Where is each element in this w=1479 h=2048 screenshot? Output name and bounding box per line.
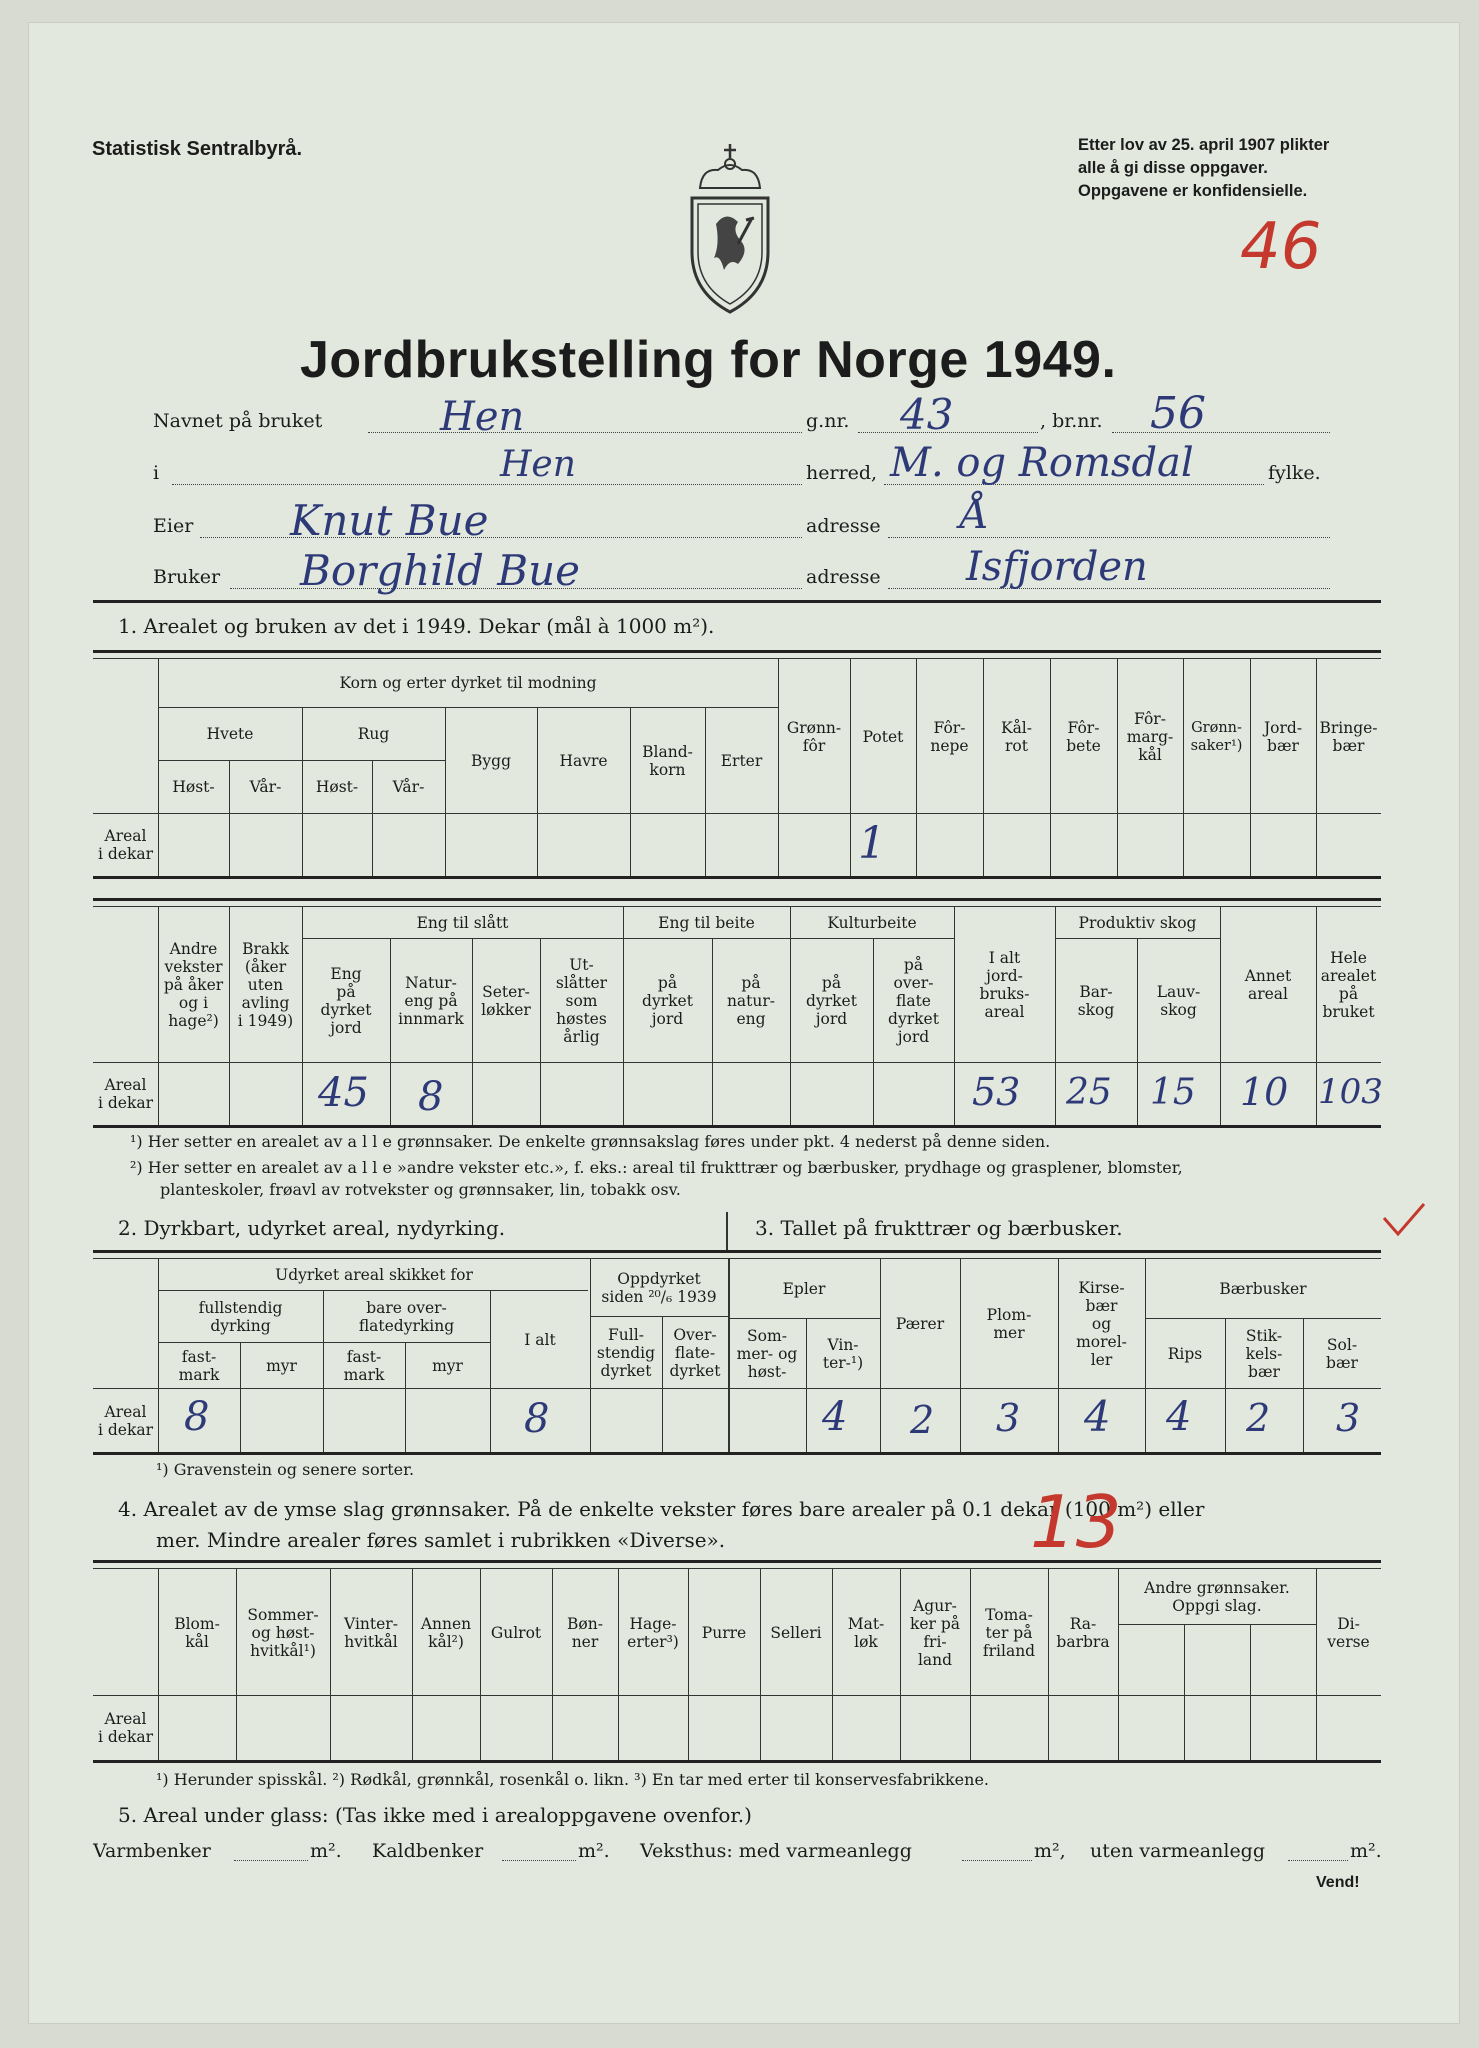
t3-solbaer: Sol- bær (1326, 1335, 1358, 1372)
t4-hageerter: Hage- erter³) (627, 1614, 679, 1651)
t2-natureng: Natur- eng på innmark (398, 973, 464, 1028)
t4-vinterkal: Vinter- hvitkål (344, 1614, 398, 1651)
t4-sommerkal: Sommer- og høst- hvitkål¹) (247, 1605, 319, 1660)
user-label: Bruker (153, 566, 221, 588)
gnr-value: 43 (900, 390, 954, 439)
t2-kb-dyrket: på dyrket jord (806, 973, 857, 1028)
t3-row-label: Areal i dekar (97, 1402, 154, 1439)
kaldbenker-label: Kaldbenker (372, 1840, 484, 1862)
law-notice (1078, 134, 1329, 203)
footnote-gravenstein: ¹) Gravenstein og senere sorter. (156, 1460, 415, 1479)
t4-andre-line (1118, 1624, 1316, 1625)
veksthus-unit: m², (1034, 1840, 1066, 1862)
t3-top-border-2 (93, 1258, 1381, 1259)
brnr-label: , br.nr. (1040, 410, 1103, 432)
t4-gulrot: Gulrot (490, 1623, 542, 1642)
t1-top-border (93, 650, 1381, 653)
uten-line (1288, 1860, 1348, 1861)
t3-kirsebaer-value: 4 (1084, 1392, 1111, 1441)
form-number: 46 (1240, 210, 1322, 284)
t4-blomkal: Blom- kål (174, 1614, 220, 1651)
section5-title: 5. Areal under glass: (Tas ikke med i arealoppgavene ovenfor.) (118, 1803, 752, 1827)
t2-top-border (93, 898, 1381, 901)
t3-myr-1: myr (266, 1356, 297, 1375)
t4-top-border (93, 1560, 1381, 1563)
t3-udyrket: Udyrket areal skikket for (275, 1266, 473, 1284)
t3-fullstendig: fullstendig dyrking (198, 1298, 283, 1335)
section4-title-2: mer. Mindre arealer føres samlet i rubrikken «Diverse». (156, 1528, 726, 1552)
t1-rug-host: Høst- (315, 778, 359, 796)
section3-title: 3. Tallet på frukttrær og bærbusker. (755, 1216, 1123, 1240)
t1-forbete: Fôr- bete (1066, 718, 1101, 755)
t2-row-label: Areal i dekar (97, 1076, 154, 1112)
t4-annenkal: Annen kål²) (420, 1614, 472, 1651)
t1-blandkorn: Bland- korn (642, 742, 693, 779)
t2-lauvskog-value: 15 (1150, 1072, 1196, 1113)
owner-value: Knut Bue (290, 496, 489, 545)
org-name: Statistisk Sentralbyrå. (92, 138, 303, 160)
t3-stikkelsbaer: Stik- kels- bær (1245, 1326, 1283, 1381)
t3-bottom-border (93, 1452, 1381, 1455)
t2-kb-overflate: på over- flate dyrket jord (888, 955, 939, 1046)
t3-stikkelsbaer-value: 2 (1246, 1396, 1271, 1440)
user-value: Borghild Bue (300, 546, 581, 595)
t4-v15 (1184, 1624, 1185, 1760)
t4-top-border-2 (93, 1568, 1381, 1569)
t3-overflate-dyrket: Over- flate- dyrket (669, 1325, 721, 1380)
t2-lauvskog: Lauv- skog (1156, 982, 1201, 1019)
kaldbenker-line (502, 1860, 576, 1861)
t2-annet: Annet areal (1244, 967, 1292, 1003)
t1-bygg: Bygg (471, 751, 511, 770)
law-line-2: alle å gi disse oppgaver. (1078, 159, 1268, 177)
kaldbenker-unit: m². (578, 1840, 610, 1862)
owner-label: Eier (153, 515, 194, 537)
t2-barskog-value: 25 (1066, 1072, 1112, 1113)
form-title: Jordbrukstelling for Norge 1949. (300, 331, 1117, 389)
in-value: Hen (500, 444, 576, 485)
t2-header-bottom (93, 1062, 1381, 1063)
vend-label: Vend! (1316, 1874, 1360, 1891)
veksthus-line (962, 1860, 1032, 1861)
t1-kalrot: Kål- rot (1000, 718, 1032, 755)
in-line (172, 484, 802, 485)
red-mark-13: 13 (1030, 1480, 1122, 1564)
t2-hele-value: 103 (1318, 1072, 1383, 1112)
t1-potet: Potet (862, 727, 904, 746)
uten-unit: m². (1350, 1840, 1382, 1862)
t3-bare: bare over- flatedyrking (358, 1298, 455, 1335)
herred-value: M. og Romsdal (890, 440, 1194, 486)
owner-address-line (888, 537, 1330, 538)
t1-hvete: Hvete (206, 725, 254, 743)
user-address-value: Isfjorden (966, 544, 1148, 590)
t2-natureng-value: 8 (418, 1074, 444, 1120)
farm-name-label: Navnet på bruket (153, 410, 323, 432)
owner-address-label: adresse (806, 515, 881, 537)
farm-name-value: Hen (440, 394, 525, 440)
t2-eng-beite: Eng til beite (658, 914, 755, 932)
footnote-2a: ²) Her setter en arealet av a l l e »andre vekster etc.», f. eks.: areal til frukttrær og bærbusker, prydhage og grasplener, blomster, (130, 1158, 1183, 1177)
t3-fastmark-value: 8 (184, 1394, 210, 1440)
t1-erter: Erter (720, 751, 763, 770)
owner-address-value: Å (960, 492, 989, 538)
t2-beite-dyrket: på dyrket jord (642, 973, 693, 1028)
t2-prod-skog: Produktiv skog (1078, 914, 1197, 932)
varmbenker-line (234, 1860, 308, 1861)
t3-baerbusker: Bærbusker (1219, 1280, 1307, 1298)
t2-i-alt: I alt jord- bruks- areal (979, 949, 1030, 1021)
t3-plommer-value: 3 (996, 1396, 1021, 1440)
t3-kirsebaer: Kirse- bær og morel- ler (1076, 1279, 1127, 1369)
in-label: i (153, 462, 160, 484)
section1-title: 1. Arealet og bruken av det i 1949. Dekar (mål à 1000 m²). (118, 614, 715, 638)
t1-rug-var: Vår- (392, 778, 425, 796)
section-divider (726, 1212, 728, 1252)
t4-v16 (1250, 1624, 1251, 1760)
t2-hele: Hele arealet på bruket (1320, 949, 1377, 1021)
t2-bottom-border (93, 1125, 1381, 1128)
t3-fastmark-2: fast- mark (343, 1347, 385, 1384)
user-address-label: adresse (806, 566, 881, 588)
t1-hvete-var: Vår- (249, 778, 282, 796)
t2-annet-value: 10 (1240, 1070, 1289, 1114)
t3-header-bottom (93, 1388, 1381, 1389)
t4-matlok: Mat- løk (847, 1614, 885, 1651)
t1-hvete-host: Høst- (172, 778, 215, 796)
t2-eng-slatt: Eng til slått (416, 914, 509, 932)
t4-header-bottom (93, 1695, 1381, 1696)
t2-beite-natur: på natur- eng (726, 973, 776, 1028)
t3-full-dyrket: Full- stendig dyrket (596, 1325, 656, 1380)
farm-name-line (368, 432, 802, 433)
footnote-1: ¹) Her setter en arealet av a l l e grønnsaker. De enkelte grønnsakslag føres under pkt. 4 nederst på denne siden. (130, 1132, 1051, 1151)
section2-title: 2. Dyrkbart, udyrket areal, nydyrking. (118, 1216, 506, 1240)
t4-bonner: Bøn- ner (567, 1614, 603, 1651)
gnr-label: g.nr. (806, 410, 850, 432)
t1-bottom-border (93, 876, 1381, 879)
t1-bringebaer: Bringe- bær (1319, 718, 1378, 755)
t2-seterlokker: Seter- løkker (481, 982, 531, 1019)
t1-jordbaer: Jord- bær (1263, 718, 1303, 755)
red-checkmark-icon (1380, 1200, 1430, 1240)
t4-tomater: Toma- ter på friland (982, 1605, 1036, 1660)
brnr-line (1112, 432, 1330, 433)
t3-epler: Epler (782, 1280, 826, 1298)
t4-row-label: Areal i dekar (97, 1710, 154, 1746)
t4-diverse: Di- verse (1327, 1614, 1370, 1651)
t2-andre: Andre vekster på åker og i hage²) (163, 940, 224, 1030)
t4-agurker: Agur- ker på fri- land (909, 1596, 961, 1669)
t1-formargkal: Fôr- marg- kål (1126, 709, 1174, 764)
brnr-value: 56 (1150, 388, 1206, 439)
t2-i-alt-value: 53 (972, 1070, 1021, 1114)
t4-selleri: Selleri (770, 1623, 822, 1642)
t1-havre: Havre (559, 751, 608, 770)
t1-rug: Rug (357, 725, 390, 743)
t3-i-alt: I alt (524, 1330, 556, 1349)
t3-myr-2: myr (432, 1356, 463, 1375)
herred-label: herred, (806, 462, 878, 484)
t2-top-border-2 (93, 906, 1381, 907)
fylke-label: fylke. (1268, 462, 1321, 484)
t4-purre: Purre (701, 1623, 747, 1642)
varmbenker-unit: m². (310, 1840, 342, 1862)
t3-vinter-value: 4 (822, 1394, 848, 1440)
t2-barskog: Bar- skog (1077, 982, 1115, 1019)
t3-rips: Rips (1167, 1344, 1203, 1363)
t3-top-border (93, 1250, 1381, 1253)
law-line-1: Etter lov av 25. april 1907 plikter (1078, 136, 1330, 154)
norway-lion-coat-of-arms-icon (680, 140, 780, 320)
t2-kulturbeite: Kulturbeite (827, 914, 917, 932)
t1-row-label: Areal i dekar (97, 827, 154, 863)
t3-solbaer-value: 3 (1336, 1396, 1361, 1440)
t1-gronnsaker: Grønn- saker¹) (1190, 719, 1243, 754)
t2-brakk: Brakk (åker uten avling i 1949) (237, 940, 294, 1030)
t3-paerer-value: 2 (910, 1398, 935, 1442)
t3-vinter: Vin- ter-¹) (822, 1335, 864, 1372)
t3-i-alt-value: 8 (524, 1396, 550, 1442)
t1-group-korn: Korn og erter dyrket til modning (339, 674, 597, 692)
t1-fornepe: Fôr- nepe (930, 718, 969, 755)
footnote-section4: ¹) Herunder spisskål. ²) Rødkål, grønnkål, rosenkål o. likn. ³) En tar med erter til konservesfabrikkene. (156, 1770, 990, 1789)
t1-gronnfor: Grønn- fôr (786, 718, 842, 755)
t3-sommer: Som- mer- og høst- (736, 1326, 798, 1381)
t4-rabarbra: Ra- barbra (1056, 1614, 1110, 1651)
t3-paerer: Pærer (895, 1315, 945, 1333)
header-divider (93, 600, 1381, 603)
varmbenker-label: Varmbenker (93, 1840, 211, 1862)
t3-rips-value: 4 (1166, 1394, 1192, 1440)
t1-potet-value: 1 (858, 818, 886, 869)
t3-oppdyrket: Oppdyrket siden ²⁰/₆ 1939 (601, 1270, 717, 1306)
t3-fastmark-1: fast- mark (178, 1347, 220, 1384)
uten-label: uten varmeanlegg (1090, 1840, 1266, 1862)
law-line-3: Oppgavene er konfidensielle. (1078, 182, 1308, 200)
t1-header-bottom (93, 813, 1381, 814)
section4-title-1: 4. Arealet av de ymse slag grønnsaker. På de enkelte vekster føres bare arealer på 0.1 dekar (100 m²) eller (118, 1497, 1205, 1521)
footnote-2b: planteskoler, frøavl av rotvekster og grønnsaker, lin, tobakk osv. (160, 1180, 681, 1199)
veksthus-label: Veksthus: med varmeanlegg (640, 1840, 912, 1862)
t2-eng-dyrket-value: 45 (318, 1070, 369, 1116)
t4-andre: Andre grønnsaker. Oppgi slag. (1144, 1579, 1290, 1615)
t3-plommer: Plom- mer (986, 1306, 1032, 1342)
t2-utslatter: Ut- slåtter som høstes årlig (555, 955, 608, 1046)
t4-bottom-border (93, 1760, 1381, 1763)
t2-eng-dyrket: Eng på dyrket jord (320, 964, 372, 1037)
t1-top-border-2 (93, 658, 1381, 659)
